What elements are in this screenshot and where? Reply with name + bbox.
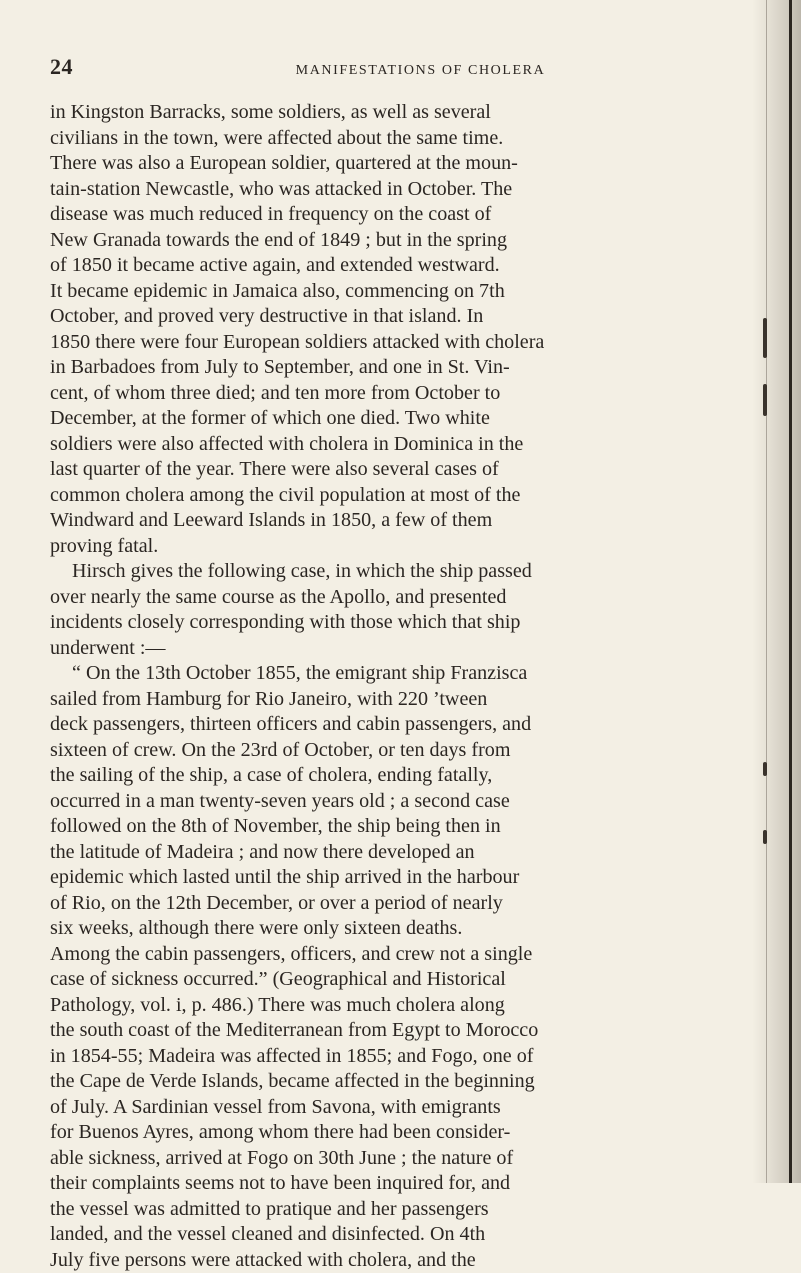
text-line: New Granada towards the end of 1849 ; but in the spring [50,228,738,254]
text-line: It became epidemic in Jamaica also, commencing on 7th [50,279,738,305]
text-line: six weeks, although there were only sixteen deaths. [50,916,738,942]
text-line: in Kingston Barracks, some soldiers, as well as several [50,100,738,126]
text-line: December, at the former of which one died. Two white [50,406,738,432]
text-line: the Cape de Verde Islands, became affected in the beginning [50,1069,738,1095]
text-line: There was also a European soldier, quartered at the moun- [50,151,738,177]
text-line: Pathology, vol. i, p. 486.) There was much cholera along [50,993,738,1019]
text-line: underwent :— [50,636,738,662]
text-line: Hirsch gives the following case, in which the ship passed [50,559,738,585]
text-line: able sickness, arrived at Fogo on 30th June ; the nature of [50,1146,738,1172]
text-line: of July. A Sardinian vessel from Savona, with emigrants [50,1095,738,1121]
text-line: their complaints seems not to have been inquired for, and [50,1171,738,1197]
text-line: civilians in the town, were affected about the same time. [50,126,738,152]
text-line: 1850 there were four European soldiers attacked with cholera [50,330,738,356]
binding-mark [763,318,767,358]
text-line: of 1850 it became active again, and extended westward. [50,253,738,279]
text-line: the south coast of the Mediterranean from Egypt to Morocco [50,1018,738,1044]
paragraph [50,100,738,559]
text-line: “ On the 13th October 1855, the emigrant ship Franzisca [50,661,738,687]
text-line: of Rio, on the 12th December, or over a period of nearly [50,891,738,917]
text-line: disease was much reduced in frequency on the coast of [50,202,738,228]
binding-mark [763,830,767,844]
text-line: Windward and Leeward Islands in 1850, a few of them [50,508,738,534]
text-line: case of sickness occurred.” (Geographical and Historical [50,967,738,993]
text-line: landed, and the vessel cleaned and disinfected. On 4th [50,1222,738,1248]
text-line: Among the cabin passengers, officers, and crew not a single [50,942,738,968]
gutter-rule [766,0,767,1183]
text-line: deck passengers, thirteen officers and cabin passengers, and [50,712,738,738]
text-line: proving fatal. [50,534,738,560]
text-line: tain-station Newcastle, who was attacked in October. The [50,177,738,203]
text-line: followed on the 8th of November, the ship being then in [50,814,738,840]
text-line: over nearly the same course as the Apollo, and presented [50,585,738,611]
running-title: MANIFESTATIONS OF CHOLERA [0,64,801,78]
body-text [50,100,738,1273]
text-line: for Buenos Ayres, among whom there had been consider- [50,1120,738,1146]
text-line: soldiers were also affected with cholera in Dominica in the [50,432,738,458]
text-line: last quarter of the year. There were also several cases of [50,457,738,483]
page-binding-shadow [752,0,801,1183]
text-line: in 1854-55; Madeira was affected in 1855; and Fogo, one of [50,1044,738,1070]
text-line: cent, of whom three died; and ten more from October to [50,381,738,407]
text-line: common cholera among the civil population at most of the [50,483,738,509]
page-edge [789,0,792,1183]
quoted-paragraph [50,661,738,1273]
text-line: sailed from Hamburg for Rio Janeiro, with 220 ’tween [50,687,738,713]
text-line: in Barbadoes from July to September, and one in St. Vin- [50,355,738,381]
text-line: sixteen of crew. On the 23rd of October, or ten days from [50,738,738,764]
text-line: October, and proved very destructive in that island. In [50,304,738,330]
text-line: the vessel was admitted to pratique and her passengers [50,1197,738,1223]
text-line: occurred in a man twenty-seven years old ; a second case [50,789,738,815]
text-line: epidemic which lasted until the ship arrived in the harbour [50,865,738,891]
page-number: 24 [50,56,73,78]
paragraph [50,559,738,661]
text-line: July five persons were attacked with cholera, and the [50,1248,738,1273]
text-line: incidents closely corresponding with those which that ship [50,610,738,636]
binding-mark [763,762,767,776]
binding-mark [763,384,767,416]
text-line: the sailing of the ship, a case of cholera, ending fatally, [50,763,738,789]
text-line: the latitude of Madeira ; and now there developed an [50,840,738,866]
